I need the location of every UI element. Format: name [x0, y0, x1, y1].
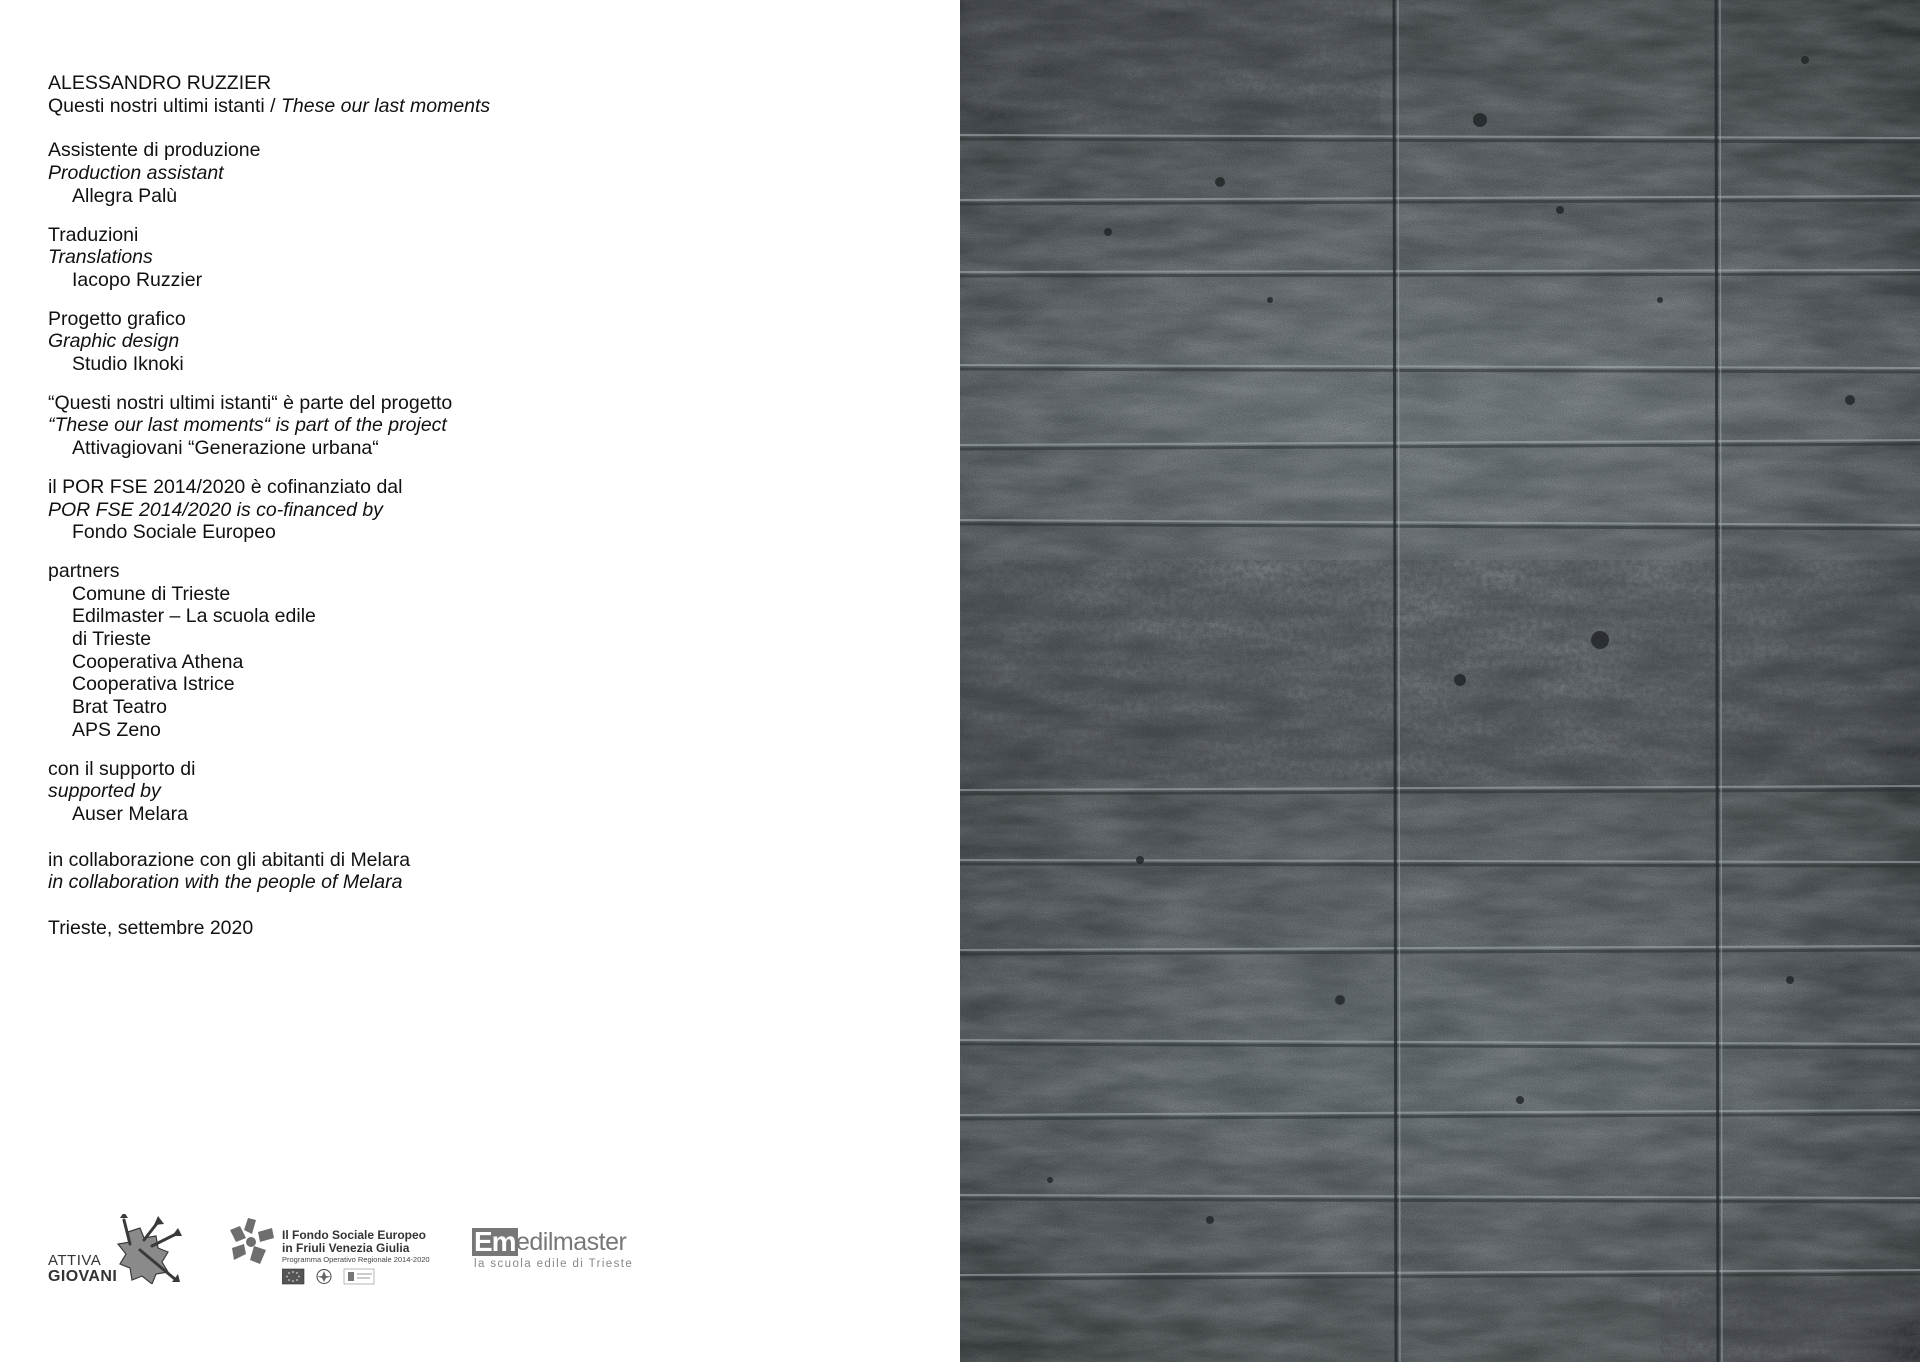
book-title: [48, 95, 908, 118]
collaboration-it: in collaborazione con gli abitanti di Melara: [48, 848, 411, 871]
translations-name: Iacopo Ruzzier: [72, 268, 203, 291]
edilmaster-mark: [472, 1228, 518, 1256]
sponsor-logos: [48, 1210, 748, 1310]
colophon: [48, 72, 908, 940]
project-name: Attivagiovani “Generazione urbana“: [72, 437, 379, 460]
partner-item: Cooperativa Athena: [72, 650, 244, 673]
edilmaster-name: edilmaster: [516, 1228, 627, 1256]
collaboration-en: in collaboration with the people of Melara: [48, 871, 403, 894]
partner-item: Comune di Trieste: [72, 582, 231, 605]
partners-label: partners: [48, 559, 120, 582]
partner-item: APS Zeno: [72, 718, 161, 741]
translations-label-it: Traduzioni: [48, 223, 139, 246]
support-name: Auser Melara: [72, 802, 188, 825]
project-label-en: “These our last moments“ is part of the project: [48, 414, 447, 437]
production-label-it: Assistente di produzione: [48, 139, 261, 162]
design-name: Studio Iknoki: [72, 353, 184, 376]
attiva-logo-line2: GIOVANI: [48, 1268, 118, 1285]
fse-logo-line3: Programma Operativo Regionale 2014-2020: [282, 1255, 430, 1264]
attiva-logo-line1: ATTIVA: [48, 1252, 102, 1269]
support-label-it: con il supporto di: [48, 757, 196, 780]
eu-emblems-icon: [282, 1268, 412, 1286]
production-label-en: Production assistant: [48, 162, 224, 185]
production-name: Allegra Palù: [72, 184, 178, 207]
attivagiovani-logo: [48, 1214, 188, 1294]
partner-item: Cooperativa Istrice: [72, 673, 235, 696]
fse-fvg-logo: [226, 1216, 446, 1296]
design-label-it: Progetto grafico: [48, 307, 186, 330]
concrete-wall-photo: [960, 0, 1920, 1362]
place-date: Trieste, settembre 2020: [48, 917, 254, 940]
funding-name: Fondo Sociale Europeo: [72, 521, 276, 544]
funding-label-it: il POR FSE 2014/2020 è cofinanziato dal: [48, 475, 403, 498]
project-label-it: “Questi nostri ultimi istanti“ è parte del progetto: [48, 391, 453, 414]
fse-logo-line1: Il Fondo Sociale Europeo: [282, 1228, 427, 1242]
title-italian: Questi nostri ultimi istanti: [48, 94, 265, 117]
design-label-en: Graphic design: [48, 330, 180, 353]
gear-arrows-icon: [110, 1214, 184, 1284]
edilmaster-mark-box: Em: [474, 1226, 516, 1257]
support-label-en: supported by: [48, 780, 161, 803]
edilmaster-logo: [472, 1228, 672, 1288]
concrete-texture: [960, 0, 1920, 1362]
partner-item: di Trieste: [72, 628, 152, 651]
author-name: ALESSANDRO RUZZIER: [48, 72, 272, 94]
title-english: These our last moments: [281, 94, 491, 117]
translations-label-en: Translations: [48, 246, 153, 269]
fse-logo-line2: in Friuli Venezia Giulia: [282, 1241, 410, 1255]
title-separator: /: [264, 94, 282, 117]
funding-label-en: POR FSE 2014/2020 is co-financed by: [48, 498, 383, 521]
partner-item: Edilmaster – La scuola edile: [72, 605, 316, 628]
fse-star-icon: [226, 1216, 276, 1268]
partner-item: Brat Teatro: [72, 696, 168, 719]
edilmaster-tagline: la scuola edile di Trieste: [474, 1258, 634, 1270]
